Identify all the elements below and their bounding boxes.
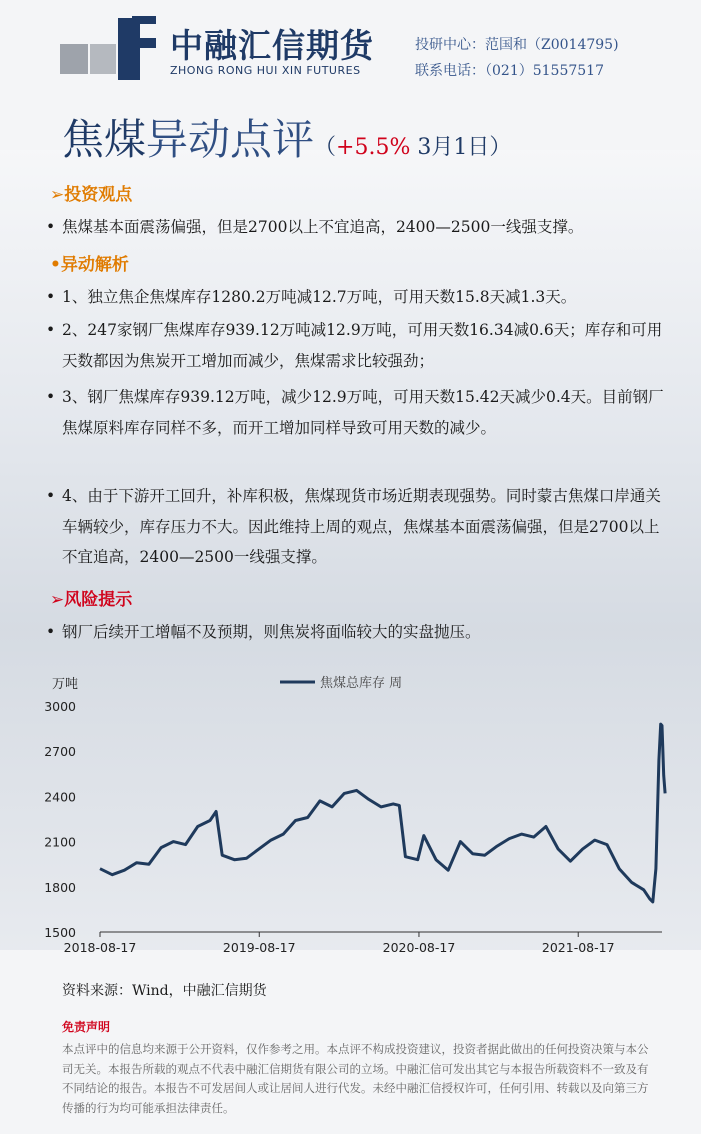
analysis-item: [46, 315, 670, 376]
title-topic: 异动点评: [146, 115, 315, 164]
view-paragraph: [46, 212, 670, 243]
y-axis-unit: 万吨: [52, 677, 79, 692]
title-paren: （: [314, 135, 337, 160]
disclaimer-text: 本点评中的信息均来源于公开资料，仅作参考之用。本点评不构成投资建议，投资者据此做出的任何投资决策与本公司无关。本报告所载的观点不代表中融汇信期货有限公司的立场。中融汇信可发出其它与本报告所载资料不一致及有不同结论的报告。本报告不可发居间人或让居间人进行代发。未经中融汇信授权许可，任何引用、转载以及向第三方传播的行为均可能承担法律责任。: [62, 1042, 649, 1115]
title-product: 焦煤: [62, 115, 147, 164]
analysis-text-3: 3、钢厂焦煤库存939.12万吨，减少12.9万吨，可用天数15.42天减少0.4天。目前钢厂焦煤原料库存同样不多，而开工增加同样导致可用天数的减少。: [62, 388, 664, 437]
bullet: •: [46, 218, 56, 236]
analysis-text-4: 4、由于下游开工回升，补库积极，焦煤现货市场近期表现强势。同时蒙古焦煤口岸通关车辆较少，库存压力不大。因此维持上周的观点，焦煤基本面震荡偏强，但是2700以上不宜追高，2400—2500一线强支撑。: [62, 487, 661, 566]
bullet: •: [46, 487, 56, 505]
contact-analyst: 投研中心：范国和（Z0014795): [415, 37, 619, 53]
x-tick-label: 2020-08-17: [382, 940, 456, 955]
x-tick-label: 2019-08-17: [222, 940, 296, 955]
analysis-item: [46, 481, 670, 573]
section-title-risk: ➢风险提示: [50, 590, 133, 610]
y-tick-label: 3000: [44, 699, 76, 714]
x-tick-label: 2021-08-17: [541, 940, 615, 955]
x-tick-label: 2018-08-17: [63, 940, 137, 955]
risk-paragraph: [46, 617, 670, 648]
y-tick-label: 1800: [44, 879, 76, 895]
analysis-item: [46, 382, 670, 443]
analysis-text-2: 2、247家钢厂焦煤库存939.12万吨减12.9万吨，可用天数16.34减0.6天；库存和可用天数都因为焦炭开工增加而减少，焦煤需求比较强劲；: [62, 321, 663, 370]
y-tick-label: 2700: [44, 744, 76, 760]
risk-text: 钢厂后续开工增幅不及预期，则焦炭将面临较大的实盘抛压。: [62, 623, 481, 641]
bullet: •: [46, 388, 56, 406]
company-logo: [60, 14, 158, 80]
disclaimer-title: 免责声明: [62, 1020, 111, 1034]
y-tick-label: 2400: [44, 789, 76, 805]
y-tick-label: 2100: [44, 834, 76, 850]
contact-info: [415, 32, 619, 84]
section-title-analysis: •异动解析: [50, 255, 129, 275]
inventory-line-chart: [40, 668, 680, 968]
analysis-item: [46, 282, 670, 313]
bullet: •: [46, 288, 56, 306]
legend-label: 焦煤总库存 周: [320, 676, 403, 691]
header: [0, 0, 701, 100]
bullet: •: [46, 321, 56, 339]
section-title-view: ➢投资观点: [50, 185, 133, 205]
title-change: +5.5%: [336, 135, 411, 160]
page-title: [62, 112, 511, 176]
data-source: 资料来源：Wind，中融汇信期货: [62, 983, 267, 999]
y-tick-label: 1500: [44, 925, 76, 940]
bullet: •: [46, 623, 56, 641]
title-date: 3月1日）: [410, 135, 512, 160]
logo-chinese-name: 中融汇信期货: [170, 26, 374, 65]
logo-english-name: ZHONG RONG HUI XIN FUTURES: [170, 64, 361, 77]
contact-phone: 联系电话：（021）51557517: [415, 63, 604, 79]
analysis-text-1: 1、独立焦企焦煤库存1280.2万吨减12.7万吨，可用天数15.8天减1.3天。: [62, 288, 577, 306]
series-line: [100, 724, 665, 902]
view-text: 焦煤基本面震荡偏强，但是2700以上不宜追高，2400—2500一线强支撑。: [62, 218, 584, 236]
